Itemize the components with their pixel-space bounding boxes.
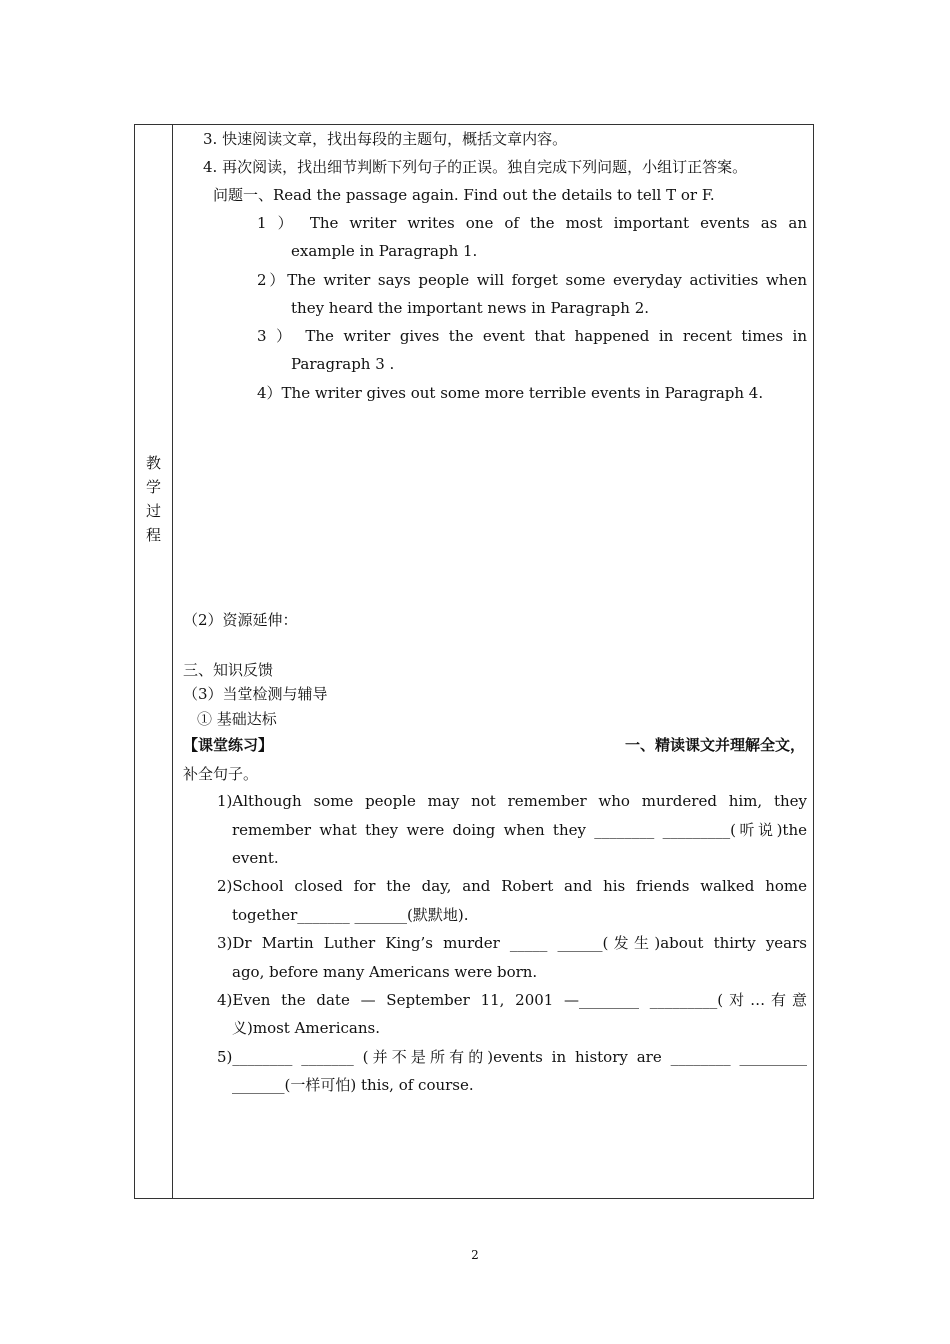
tf-item-3: 3 ） The writer gives the event that happened in recent times in bbox=[257, 327, 807, 345]
fill-item-1: 1)Although some people may not remember who murdered him, they bbox=[217, 792, 807, 810]
practice-task-cont: 补全句子。 bbox=[183, 765, 259, 783]
classroom-check: （3）当堂检测与辅导 bbox=[183, 685, 328, 703]
fill-item-1-end: event. bbox=[232, 849, 279, 867]
resource-extension: （2）资源延伸： bbox=[183, 611, 298, 629]
tf-item-1: 1 ） The writer writes one of the most important events as an bbox=[257, 214, 807, 232]
fill-item-3-cont: ago, before many Americans were born. bbox=[232, 963, 538, 981]
question1-title: 问题一、Read the passage again. Find out the details to tell T or F. bbox=[213, 186, 715, 204]
page-number: 2 bbox=[471, 1248, 479, 1262]
tf-item-2: 2）The writer says people will forget some everyday activities when bbox=[257, 271, 807, 289]
side-label-char: 教 bbox=[145, 454, 161, 472]
tf-item-3-cont: Paragraph 3 . bbox=[291, 355, 395, 373]
fill-item-2-cont: together_______ _______(默默地). bbox=[232, 906, 469, 924]
side-label-char: 学 bbox=[145, 478, 161, 496]
side-label-teaching-process bbox=[135, 451, 172, 547]
fill-item-4-cont: 义)most Americans. bbox=[232, 1019, 380, 1037]
basic-goal: ① 基础达标 bbox=[197, 710, 277, 728]
side-label-char: 过 bbox=[145, 502, 161, 520]
tf-item-2-cont: they heard the important news in Paragraph 2. bbox=[291, 299, 650, 317]
side-label-char: 程 bbox=[145, 526, 161, 544]
practice-task: 一、精读课文并理解全文， bbox=[624, 736, 805, 754]
tf-item-1-cont: example in Paragraph 1. bbox=[291, 242, 478, 260]
lesson-table bbox=[134, 124, 814, 1199]
fill-item-1-cont: remember what they were doing when they ________ _________(听说)the bbox=[232, 821, 807, 839]
section-3-title: 三、知识反馈 bbox=[183, 661, 274, 679]
fill-item-5: 5)________ _______ (并不是所有的)events in history are ________ _________ bbox=[217, 1048, 807, 1066]
fill-item-5-cont: _______(一样可怕) this, of course. bbox=[232, 1076, 474, 1094]
practice-label: 【课堂练习】 bbox=[183, 736, 274, 754]
tf-item-4: 4）The writer gives out some more terrible events in Paragraph 4. bbox=[257, 384, 764, 402]
fill-item-2: 2)School closed for the day, and Robert and his friends walked home bbox=[217, 877, 807, 895]
fill-item-3: 3)Dr Martin Luther King’s murder _____ ______(发生)about thirty years bbox=[217, 934, 807, 952]
content-cell bbox=[173, 125, 813, 1198]
step-3: 3. 快速阅读文章，找出每段的主题句，概括文章内容。 bbox=[203, 130, 568, 148]
step-4: 4. 再次阅读，找出细节判断下列句子的正误。独自完成下列问题，小组订正答案。 bbox=[203, 158, 748, 176]
fill-item-4: 4)Even the date — September 11, 2001 —________ _________(对…有意 bbox=[217, 991, 807, 1009]
